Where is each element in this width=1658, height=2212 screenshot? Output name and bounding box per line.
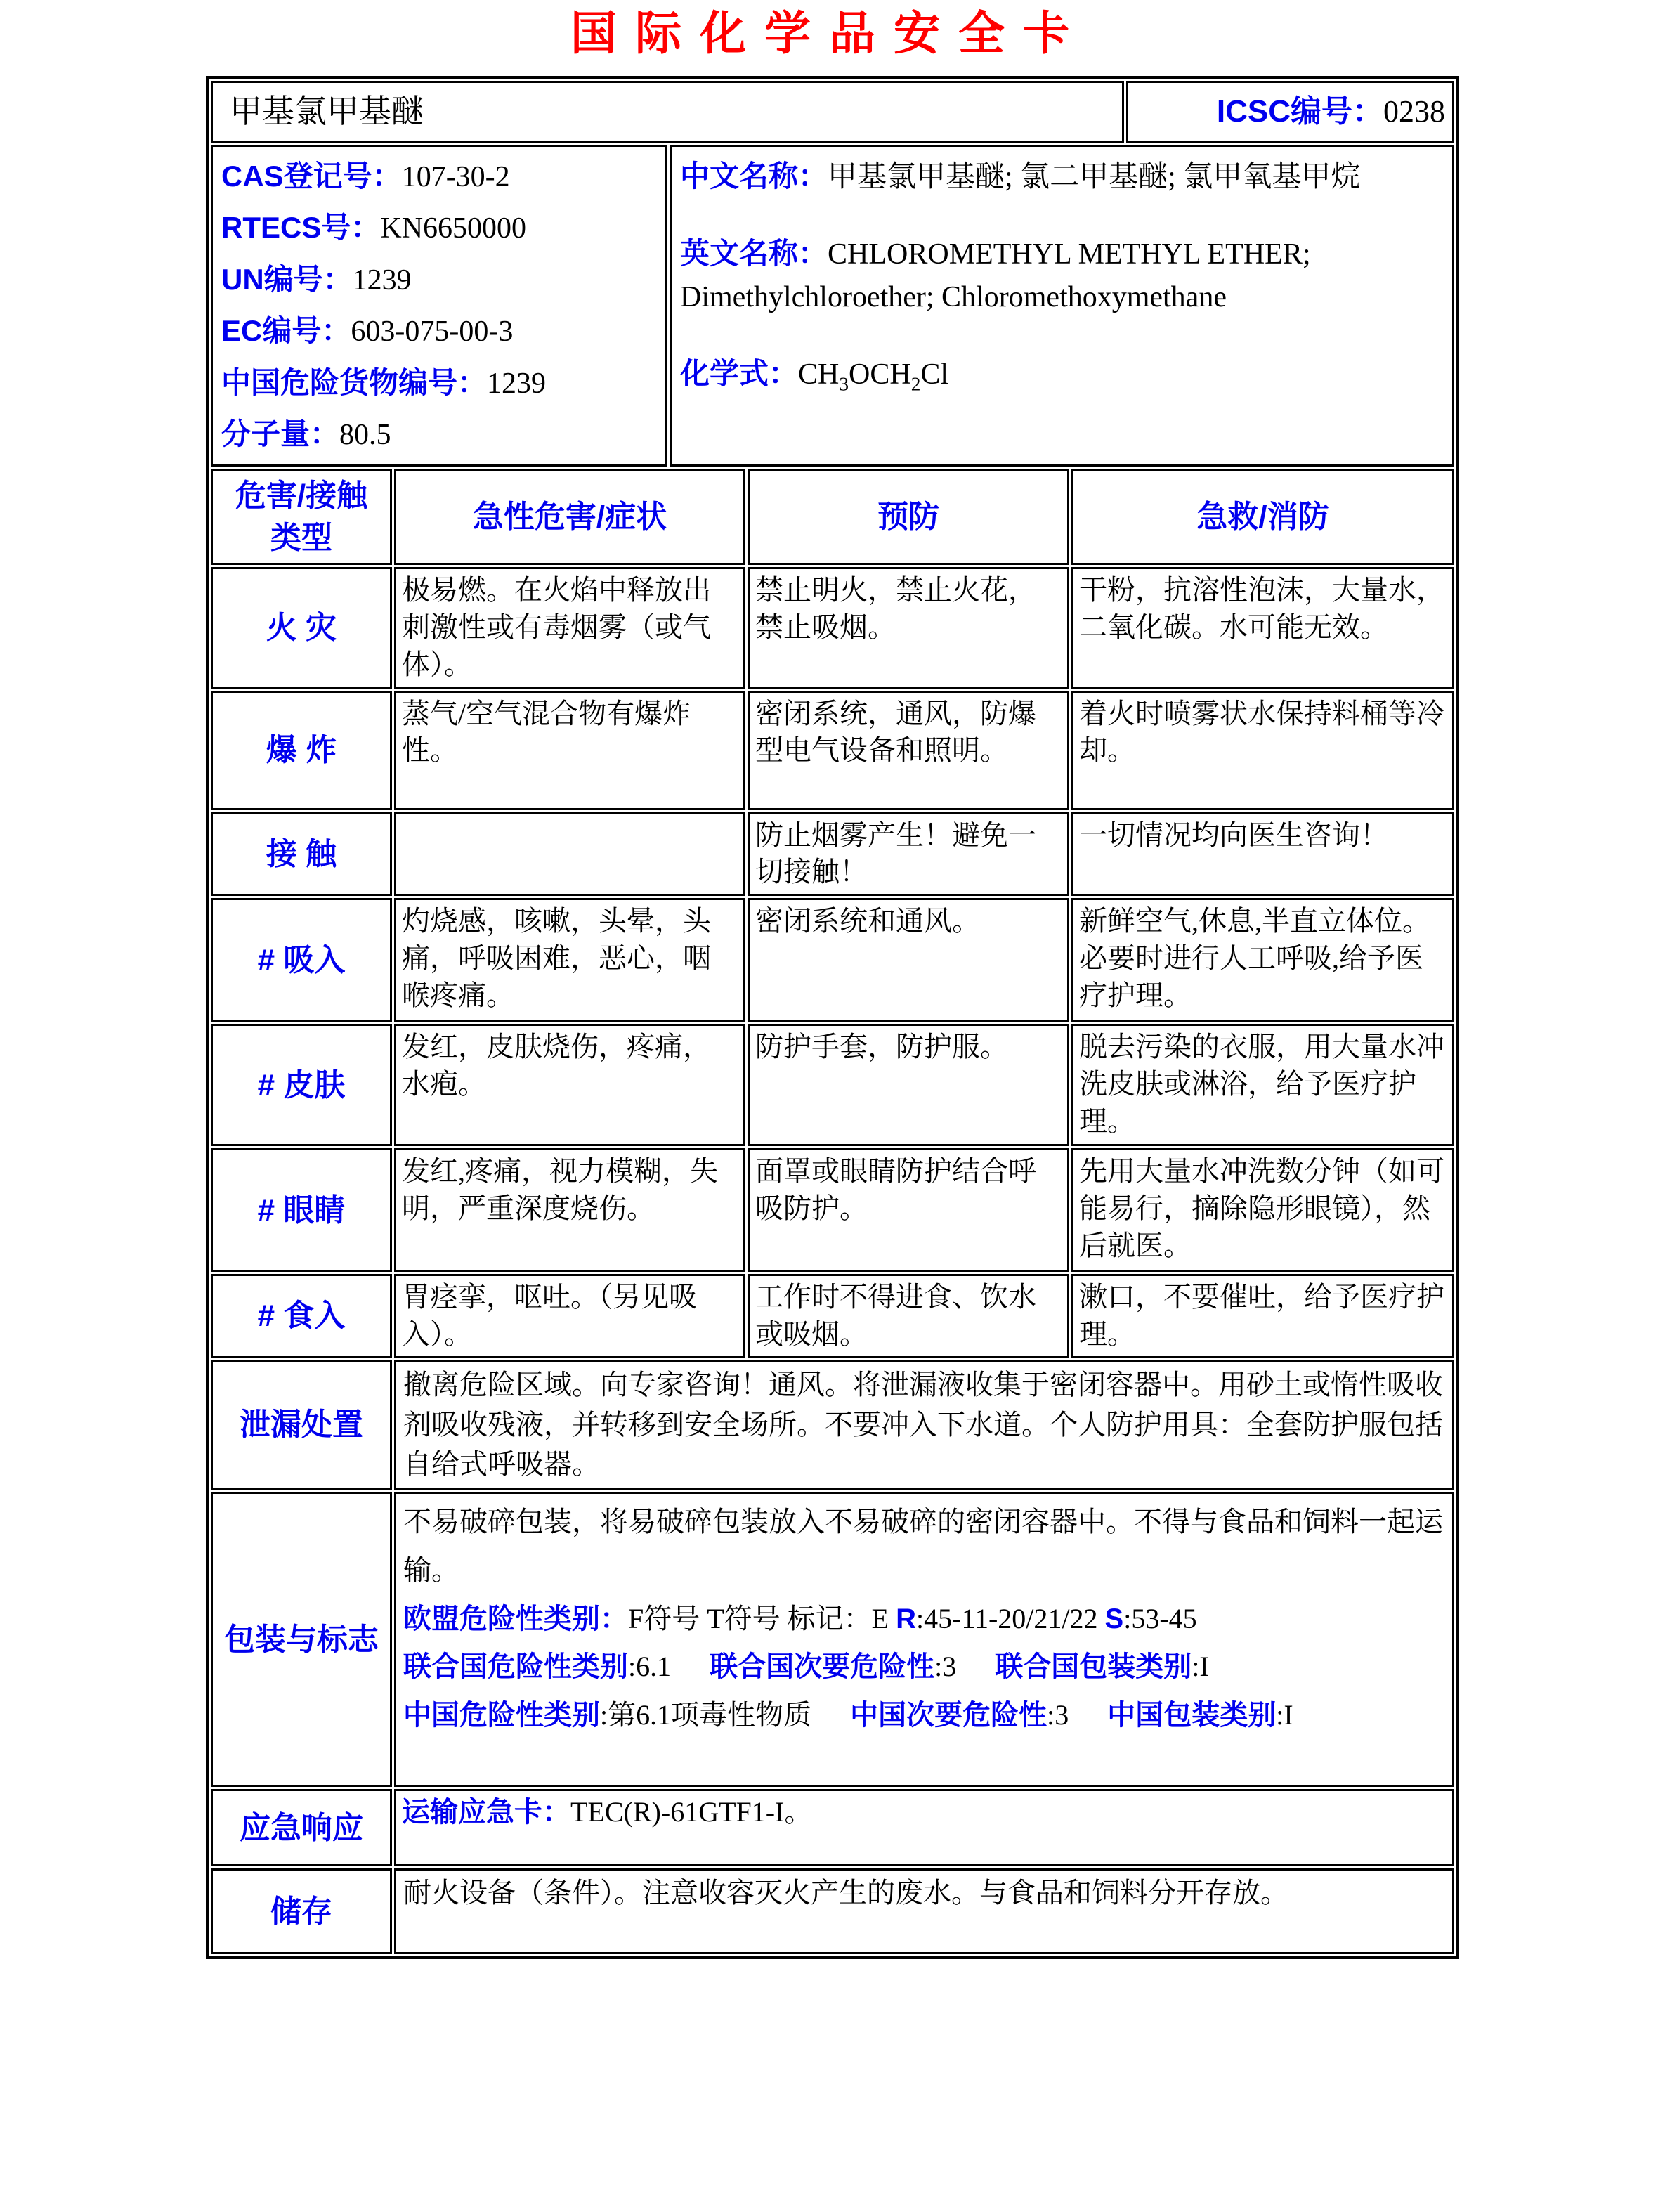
- spill-text: 撤离危险区域。向专家咨询！通风。将泄漏液收集于密闭容器中。用砂土或惰性吸收剂吸收残液，并转移到安全场所。不要冲入下水道。个人防护用具：全套防护服包括自给式呼吸器。: [394, 1360, 1454, 1490]
- row-label-skin: # 皮肤: [211, 1024, 392, 1146]
- cn-subsidiary-risk-value: :3: [1047, 1699, 1069, 1731]
- un-subsidiary-risk-value: :3: [934, 1651, 957, 1683]
- identity-row: [211, 145, 1454, 467]
- row-label-exposure: 接 触: [211, 812, 392, 897]
- formula-value: [798, 358, 949, 395]
- icsc-number-cell: [1126, 81, 1454, 143]
- hazard-table-header-row: [211, 469, 1454, 565]
- ec-value: 603-075-00-3: [351, 315, 514, 349]
- cn-hazard-class-value: :第6.1项毒性物质: [600, 1699, 812, 1731]
- eyes-firstaid: 先用大量水冲洗数分钟（如可能易行，摘除隐形眼镜），然后就医。: [1071, 1148, 1454, 1272]
- row-label-emergency: 应急响应: [211, 1789, 392, 1866]
- name-row: [211, 81, 1454, 143]
- fire-prevention: 禁止明火，禁止火花，禁止吸烟。: [748, 567, 1069, 688]
- un-number-line: [221, 254, 658, 306]
- row-label-inhalation: # 吸入: [211, 898, 392, 1022]
- packaging-eu-line: [403, 1595, 1445, 1644]
- fire-firefighting: 干粉，抗溶性泡沫，大量水，二氧化碳。水可能无效。: [1071, 567, 1454, 688]
- cn-packing-group-label: 中国包装类别: [1107, 1700, 1277, 1731]
- china-dg-label: 中国危险货物编号：: [221, 365, 488, 399]
- column-header-symptoms: 急性危害/症状: [394, 469, 745, 565]
- formula-label: 化学式：: [680, 356, 799, 390]
- un-packing-group-value: :I: [1192, 1651, 1209, 1683]
- exposure-prevention: 防止烟雾产生！避免一切接触！: [748, 812, 1069, 897]
- packaging-cn-line: [403, 1691, 1445, 1740]
- safety-card-table: [206, 76, 1459, 1959]
- chemical-name: 甲基氯甲基醚: [211, 81, 1124, 143]
- cn-subsidiary-risk-label: 中国次要危险性: [850, 1700, 1047, 1731]
- molecular-weight-value: 80.5: [339, 418, 391, 451]
- explosion-prevention: 密闭系统，通风，防爆型电气设备和照明。: [748, 691, 1069, 810]
- page-title: 国际化学品安全卡: [570, 7, 1088, 59]
- molecular-weight-line: [221, 409, 658, 460]
- row-skin: [211, 1024, 1454, 1146]
- cas-value: 107-30-2: [401, 161, 510, 193]
- row-label-storage: 储存: [211, 1868, 392, 1954]
- chinese-name-block: [680, 155, 1445, 199]
- un-hazard-class-label: 联合国危险性类别: [403, 1651, 628, 1683]
- english-name-block: [680, 233, 1445, 319]
- row-label-explosion: 爆 炸: [211, 691, 392, 810]
- un-subsidiary-risk-label: 联合国次要危险性: [710, 1651, 935, 1683]
- formula-block: [680, 353, 1445, 398]
- row-emergency-response: [211, 1789, 1454, 1866]
- row-eyes: [211, 1148, 1454, 1272]
- icsc-label: ICSC编号：: [1216, 94, 1383, 129]
- formula-part: CH: [798, 358, 840, 391]
- inhalation-prevention: 密闭系统和通风。: [748, 898, 1069, 1022]
- identifiers-cell: [211, 145, 667, 467]
- emergency-content: [394, 1789, 1454, 1866]
- rtecs-number-line: [221, 202, 658, 254]
- formula-part: OCH: [849, 358, 911, 391]
- ec-number-line: [221, 306, 658, 357]
- row-label-fire: 火 灾: [211, 567, 392, 688]
- rtecs-label: RTECS号：: [221, 211, 381, 245]
- eu-s-label: S: [1104, 1603, 1124, 1634]
- row-ingestion: [211, 1274, 1454, 1358]
- china-dg-number-line: [221, 358, 658, 409]
- row-explosion: [211, 691, 1454, 810]
- molecular-weight-label: 分子量：: [221, 417, 340, 450]
- icsc-value: 0238: [1383, 94, 1445, 129]
- row-inhalation: [211, 898, 1454, 1022]
- inhalation-firstaid: 新鲜空气,休息,半直立体位。必要时进行人工呼吸,给予医疗护理。: [1071, 898, 1454, 1022]
- eu-hazard-class-body: F符号 T符号 标记：E: [628, 1602, 896, 1634]
- packaging-content: [394, 1492, 1454, 1787]
- formula-part: Cl: [920, 358, 949, 391]
- names-cell: [670, 145, 1454, 467]
- skin-firstaid: 脱去污染的衣服，用大量水冲洗皮肤或淋浴，给予医疗护理。: [1071, 1024, 1454, 1146]
- formula-subscript: 3: [839, 373, 849, 395]
- un-value: 1239: [352, 264, 412, 297]
- eu-r-label: R: [896, 1603, 917, 1634]
- english-name-label: 英文名称：: [680, 236, 828, 270]
- hazard-type-header-line2: 类型: [270, 520, 332, 555]
- cn-hazard-class-label: 中国危险性类别: [403, 1700, 600, 1731]
- eyes-symptoms: 发红,疼痛，视力模糊，失明，严重深度烧伤。: [394, 1148, 745, 1272]
- ingestion-symptoms: 胃痉挛，呕吐。（另见吸入）。: [394, 1274, 745, 1358]
- packaging-un-line: [403, 1643, 1445, 1691]
- packaging-intro: 不易破碎包装，将易破碎包装放入不易破碎的密闭容器中。不得与食品和饲料一起运输。: [403, 1506, 1443, 1586]
- row-packaging-labelling: [211, 1492, 1454, 1787]
- eyes-prevention: 面罩或眼睛防护结合呼吸防护。: [748, 1148, 1069, 1272]
- explosion-firefighting: 着火时喷雾状水保持料桶等冷却。: [1071, 691, 1454, 810]
- exposure-symptoms: [394, 812, 745, 897]
- china-dg-value: 1239: [487, 367, 547, 400]
- cn-packing-group-value: :I: [1276, 1699, 1293, 1731]
- row-spill-disposal: [211, 1360, 1454, 1490]
- row-label-spill: 泄漏处置: [211, 1360, 392, 1490]
- un-hazard-class-value: :6.1: [628, 1651, 672, 1683]
- transport-card-label: 运输应急卡：: [402, 1797, 570, 1828]
- eu-hazard-class-label: 欧盟危险性类别：: [403, 1603, 628, 1634]
- skin-prevention: 防护手套，防护服。: [748, 1024, 1069, 1146]
- explosion-symptoms: 蒸气/空气混合物有爆炸性。: [394, 691, 745, 810]
- exposure-firstaid: 一切情况均向医生咨询！: [1071, 812, 1454, 897]
- transport-card-value: TEC(R)-61GTF1-I。: [570, 1796, 813, 1828]
- fire-symptoms: 极易燃。在火焰中释放出刺激性或有毒烟雾（或气体）。: [394, 567, 745, 688]
- skin-symptoms: 发红，皮肤烧伤，疼痛，水疱。: [394, 1024, 745, 1146]
- column-header-prevention: 预防: [748, 469, 1069, 565]
- chinese-name-label: 中文名称：: [680, 160, 828, 193]
- inhalation-symptoms: 灼烧感，咳嗽，头晕，头痛，呼吸困难，恶心，咽喉疼痛。: [394, 898, 745, 1022]
- formula-subscript: 2: [910, 373, 921, 395]
- cas-label: CAS登记号：: [221, 160, 402, 193]
- row-label-packaging: 包装与标志: [211, 1492, 392, 1787]
- row-fire: [211, 567, 1454, 688]
- column-header-hazard-type: [211, 469, 392, 565]
- storage-text: 耐火设备（条件）。注意收容灭火产生的废水。与食品和饲料分开存放。: [394, 1868, 1454, 1954]
- un-label: UN编号：: [221, 262, 353, 296]
- ec-label: EC编号：: [221, 314, 351, 348]
- column-header-firstaid: 急救/消防: [1071, 469, 1454, 565]
- chinese-name-value: 甲基氯甲基醚; 氯二甲基醚; 氯甲氧基甲烷: [828, 161, 1361, 193]
- row-label-eyes: # 眼睛: [211, 1148, 392, 1272]
- ingestion-prevention: 工作时不得进食、饮水或吸烟。: [748, 1274, 1069, 1358]
- eu-s-value: :53-45: [1123, 1602, 1197, 1634]
- un-packing-group-label: 联合国包装类别: [995, 1651, 1192, 1683]
- hazard-type-header-line1: 危害/接触: [235, 479, 368, 514]
- cas-number-line: [221, 151, 658, 202]
- rtecs-value: KN6650000: [380, 212, 527, 245]
- row-storage: [211, 1868, 1454, 1954]
- english-name-value: CHLOROMETHYL METHYL ETHER; Dimethylchloroether; Chloromethoxymethane: [680, 238, 1311, 313]
- row-exposure: [211, 812, 1454, 897]
- ingestion-firstaid: 漱口，不要催吐，给予医疗护理。: [1071, 1274, 1454, 1358]
- row-label-ingestion: # 食入: [211, 1274, 392, 1358]
- eu-r-value: :45-11-20/21/22: [916, 1602, 1105, 1634]
